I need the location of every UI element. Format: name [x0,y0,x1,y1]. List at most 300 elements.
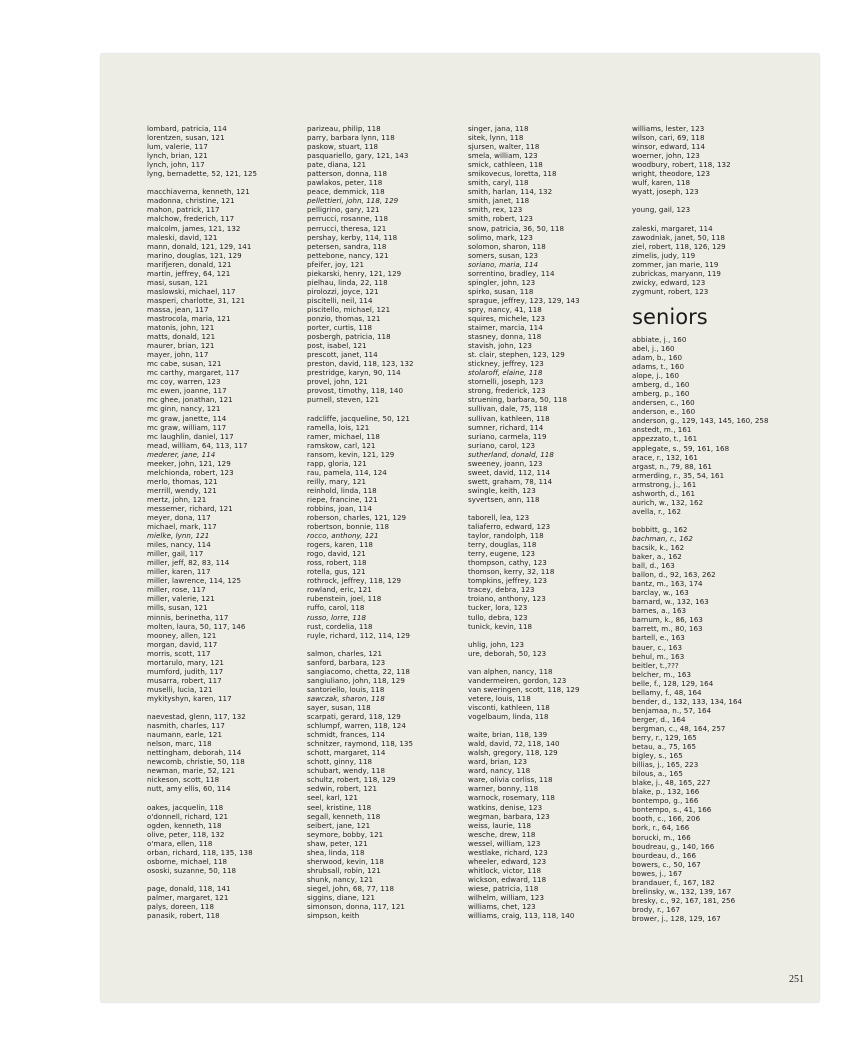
index-entry: marifjeren, donald, 121 [147,259,232,269]
page-number: 251 [789,974,804,985]
index-entry: matonis, john, 121 [147,323,215,333]
index-entry: terry, eugene, 123 [468,549,536,559]
index-entry: ruyle, richard, 112, 114, 129 [307,630,410,640]
index-entry: o'donnell, richard, 121 [147,811,229,821]
index-entry: abel, j., 160 [632,343,675,353]
index-entry: sullivan, dale, 75, 118 [468,404,548,414]
index-letter-group [468,667,580,721]
index-entry: wyatt, joseph, 123 [632,187,699,197]
index-entry: young, gail, 123 [632,205,691,215]
index-entry: bowers, c., 50, 167 [632,859,701,869]
index-entry: appezzato, t., 161 [632,434,698,444]
index-entry: salmon, charles, 121 [307,648,383,658]
index-entry: sayer, susan, 118 [307,703,371,712]
index-entry: preston, david, 118, 123, 132 [307,359,414,369]
index-entry: arace, r., 132, 161 [632,452,698,462]
index-entry: molten, laura, 50, 117, 146 [147,621,246,631]
index-entry: rocco, anthony, 121 [307,531,379,541]
index-entry: sherwood, kevin, 118 [307,856,384,866]
index-entry: rowland, eric, 121 [307,585,372,595]
index-entry: rubenstein, joel, 118 [307,594,382,604]
index-entry: lynch, john, 117 [147,160,205,170]
index-entry: ruffo, carol, 118 [307,603,365,613]
index-entry: borucki, m., 166 [632,832,691,842]
index-entry: nasmith, charles, 117 [147,721,225,731]
index-entry: rotella, gus, 121 [307,567,366,577]
index-entry: robbins, joan, 114 [307,503,372,513]
index-entry: perrucci, theresa, 121 [307,223,387,233]
index-entry: patterson, donna, 118 [307,169,388,179]
index-entry: bigley, s., 165 [632,751,683,761]
index-column-1 [147,124,257,920]
index-entry: miller, rose, 117 [147,585,206,595]
index-entry: pielhau, linda, 22, 118 [307,277,388,287]
index-entry: bresky, c., 92, 167, 181, 256 [632,895,736,905]
index-entry: bender, d., 132, 133, 134, 164 [632,696,743,706]
index-entry: staimer, marcia, 114 [468,323,543,333]
index-entry: williams, lester, 123 [632,124,705,133]
index-entry: pelligrino, gary, 121 [307,205,380,215]
index-entry: adams, t., 160 [632,362,685,372]
index-entry: armstrong, j., 161 [632,479,697,489]
index-entry: miller, lawrence, 114, 125 [147,576,242,586]
index-entry: bowes, j., 167 [632,868,683,878]
index-entry: maurer, brian, 121 [147,341,215,351]
index-entry: zygmunt, robert, 123 [632,286,709,296]
index-entry: beitler, t.,??? [632,660,679,670]
index-entry: nutt, amy ellis, 60, 114 [147,784,231,794]
index-entry: bourdeau, d., 166 [632,850,697,860]
index-entry: petersen, sandra, 118 [307,241,387,251]
index-entry: somers, susan, 123 [468,250,539,260]
index-entry: behul, m., 163 [632,651,685,661]
index-entry: ramskow, carl, 121 [307,440,376,450]
index-entry: ball, d., 163 [632,561,675,571]
index-entry: ziel, robert, 118, 126, 129 [632,241,726,251]
index-entry: mc ghee, jonathan, 121 [147,395,233,405]
index-entry: segall, kenneth, 118 [307,811,381,821]
index-entry: amberg, p., 160 [632,389,690,399]
index-entry: strong, frederick, 123 [468,386,546,396]
index-letter-group [468,513,580,631]
index-entry: tracey, debra, 123 [468,585,535,595]
index-entry: baker, a., 162 [632,552,682,562]
index-entry: taylor, randolph, 118 [468,531,544,541]
index-entry: troiano, anthony, 123 [468,594,546,604]
section-heading-seniors: seniors [632,304,708,329]
index-entry: shunk, nancy, 121 [307,874,374,884]
index-entry: sjursen, walter, 118 [468,142,540,152]
index-entry: schmidt, frances, 114 [307,730,386,740]
index-entry: mertz, john, 121 [147,494,207,504]
index-entry: piekarski, henry, 121, 129 [307,268,402,278]
index-entry: solomon, sharon, 118 [468,241,546,251]
index-entry: brelinsky, w., 132, 139, 167 [632,886,732,896]
index-entry: bork, r., 64, 166 [632,823,690,833]
index-entry: vetere, louis, 118 [468,693,531,703]
index-entry: warner, bonny, 118 [468,784,539,794]
index-entry: messemer, richard, 121 [147,503,233,513]
index-entry: booth, c., 166, 206 [632,814,701,824]
index-entry: shrubsall, robin, 121 [307,865,381,875]
index-entry: applegate, s., 59, 161, 168 [632,443,730,453]
index-entry: smith, janet, 118 [468,196,530,206]
index-entry: barnum, k., 86, 163 [632,615,703,625]
index-entry: shaw, peter, 121 [307,838,368,848]
index-entry: tunick, kevin, 118 [468,621,533,631]
index-entry: sprague, jeffrey, 123, 129, 143 [468,295,580,305]
index-entry: mykityshyn, karen, 117 [147,693,232,703]
index-entry: smela, william, 123 [468,151,538,161]
index-entry: ward, nancy, 118 [468,766,531,776]
index-entry: ballon, d., 92, 163, 262 [632,570,716,580]
index-entry: bontempo, s., 41, 166 [632,805,712,815]
index-entry: shea, linda, 118 [307,847,365,857]
index-entry: billias, j., 165, 223 [632,760,699,770]
index-entry: piscitelli, neil, 114 [307,295,373,305]
index-entry: prescott, janet, 114 [307,350,378,360]
index-entry: thomson, kerry, 32, 118 [468,567,555,577]
index-entry: swett, graham, 78, 114 [468,476,553,486]
index-entry: ponzio, thomas, 121 [307,313,381,323]
index-entry: mahon, patrick, 117 [147,205,220,215]
index-entry: meeker, john, 121, 129 [147,458,231,468]
index-entry: merlo, thomas, 121 [147,476,218,486]
index-entry: wessel, william, 123 [468,838,541,848]
index-letter-group [632,124,769,196]
index-entry: barnard, w., 132, 163 [632,597,709,607]
index-entry: martin, jeffrey, 64, 121 [147,268,231,278]
index-entry: anstedt, m., 161 [632,425,692,435]
index-entry: woerner, john, 123 [632,151,700,161]
index-entry: belcher, m., 163 [632,669,692,679]
index-entry: parizeau, philip, 118 [307,124,381,133]
index-entry: perrucci, rosanne, 118 [307,214,389,224]
index-letter-group [147,884,257,920]
index-entry: mead, william, 64, 113, 117 [147,440,248,450]
index-entry: seel, karl, 121 [307,793,358,803]
index-entry: van sweringen, scott, 118, 129 [468,684,580,694]
index-entry: rust, cordelia, 118 [307,621,373,631]
index-entry: tullo, debra, 123 [468,612,528,622]
index-entry: smick, cathleen, 118 [468,160,543,170]
index-entry: pawlakos, peter, 118 [307,178,383,188]
index-entry: miller, karen, 117 [147,567,211,577]
index-entry: newcomb, christie, 50, 118 [147,757,245,767]
index-entry: williams, chet, 123 [468,902,536,912]
index-entry: sedwin, robert, 121 [307,784,378,794]
index-entry: mc graw, william, 117 [147,422,227,432]
index-entry: reinhold, linda, 118 [307,485,377,495]
index-entry: mederer, jane, 114 [147,449,216,459]
index-entry: lorentzen, susan, 121 [147,133,225,143]
index-entry: ashworth, d., 161 [632,488,696,498]
index-entry: lum, valerie, 117 [147,142,208,152]
index-entry: orban, richard, 118, 135, 138 [147,847,253,857]
index-entry: pirolozzi, joyce, 121 [307,286,379,296]
index-entry: spingler, john, 123 [468,277,536,287]
index-entry: walsh, gregory, 118, 129 [468,748,558,758]
index-entry: mills, susan, 121 [147,603,208,613]
index-entry: westlake, richard, 123 [468,847,548,857]
index-entry: miller, valerie, 121 [147,594,215,604]
index-letter-group [147,803,257,875]
index-entry: santoriello, louis, 118 [307,684,385,694]
index-entry: betau, a., 75, 165 [632,742,697,752]
index-entry: sutherland, donald, 118 [468,449,554,459]
index-entry: smith, caryl, 118 [468,178,529,188]
index-entry: bachman, r., 162 [632,533,693,543]
index-entry: brower, j., 128, 129, 167 [632,913,721,923]
index-entry: sangiacomo, chetta, 22, 118 [307,666,410,676]
index-entry: rau, pamela, 114, 124 [307,467,387,477]
index-entry: berry, r., 129, 165 [632,733,697,742]
index-entry: massa, jean, 117 [147,304,209,314]
index-entry: madonna, christine, 121 [147,196,235,206]
index-entry: spry, nancy, 41, 118 [468,304,542,314]
index-entry: morgan, david, 117 [147,639,218,649]
index-entry: armerding, r., 35, 54, 161 [632,470,725,480]
index-letter-group [632,205,769,214]
index-entry: masperi, charlotte, 31, 121 [147,295,246,305]
index-letter-group [307,124,414,404]
index-entry: wright, theodore, 123 [632,169,711,179]
index-entry: ransom, kevin, 121, 129 [307,449,395,459]
index-entry: melchionda, robert, 123 [147,467,234,477]
index-entry: riepe, francine, 121 [307,494,378,504]
index-entry: meyer, dona, 117 [147,513,211,523]
index-letter-group [307,414,414,640]
index-entry: sumner, richard, 114 [468,422,544,432]
index-entry: naumann, earle, 121 [147,730,223,740]
index-entry: stasney, donna, 118 [468,332,542,342]
index-entry: simpson, keith [307,911,360,921]
index-column-2 [307,124,414,920]
index-entry: bauer, c., 163 [632,642,683,652]
index-entry: suriano, carol, 123 [468,440,536,450]
index-entry: blake, j., 48, 165, 227 [632,778,711,788]
index-entry: pfeifer, joy, 121 [307,259,365,269]
index-entry: ware, olivia corliss, 118 [468,775,553,785]
index-entry: mc carthy, margaret, 117 [147,368,240,378]
index-entry: seymore, bobby, 121 [307,829,384,839]
index-entry: siegel, john, 68, 77, 118 [307,883,395,893]
index-entry: mann, donald, 121, 129, 141 [147,241,252,251]
index-entry: miles, nancy, 114 [147,540,211,550]
index-entry: barclay, w., 163 [632,588,689,598]
index-entry: marino, douglas, 121, 129 [147,250,242,260]
index-entry: malchow, frederich, 117 [147,214,235,224]
index-entry: provel, john, 121 [307,377,368,387]
index-entry: mc cabe, susan, 121 [147,359,222,369]
index-entry: sitek, lynn, 118 [468,133,524,143]
index-letter-group [468,124,580,504]
index-entry: robertson, bonnie, 118 [307,522,390,532]
index-letter-group [147,712,257,793]
index-entry: belle, f., 128, 129, 164 [632,678,714,688]
index-entry: nettingham, deborah, 114 [147,748,242,758]
index-entry: swingle, keith, 123 [468,485,536,495]
index-entry: argast, n., 79, 88, 161 [632,461,712,471]
index-entry: vogelbaum, linda, 118 [468,712,549,722]
index-entry: pasquariello, gary, 121, 143 [307,151,409,161]
index-entry: mooney, allen, 121 [147,630,217,640]
index-entry: nickeson, scott, 118 [147,775,220,785]
index-entry: malcolm, james, 121, 132 [147,223,241,233]
index-entry: tompkins, jeffrey, 123 [468,576,548,586]
index-entry: smith, harlan, 114, 132 [468,187,553,197]
index-entry: snow, patricia, 36, 50, 118 [468,223,565,233]
index-entry: mc coy, warren, 123 [147,377,221,387]
index-entry: boudreau, g., 140, 166 [632,841,715,851]
index-entry: ross, robert, 118 [307,558,367,568]
index-entry: schlumpf, warren, 118, 124 [307,721,406,731]
index-entry: winsor, edward, 114 [632,142,706,152]
index-entry: blake, p., 132, 166 [632,787,700,797]
index-entry: ramer, michael, 118 [307,431,380,441]
index-entry: warnock, rosemary, 118 [468,793,555,803]
index-entry: wiese, patricia, 118 [468,883,539,893]
index-letter-group [468,640,580,658]
index-entry: taborell, lea, 123 [468,513,530,523]
index-entry: andersen, c., 160 [632,398,695,408]
index-entry: bergman, c., 48, 164, 257 [632,723,726,733]
index-entry: benjamaa, n., 57, 164 [632,705,712,715]
index-entry: zawodniak, janet, 50, 118 [632,232,725,242]
index-entry: wilhelm, william, 123 [468,892,545,902]
index-entry: schubart, wendy, 118 [307,766,386,776]
index-column-4 [632,124,769,923]
index-entry: zubrickas, maryann, 119 [632,268,721,278]
index-entry: waite, brian, 118, 139 [468,730,548,740]
index-entry: bontempo, g., 166 [632,796,699,806]
index-entry: maslowski, michael, 117 [147,286,236,296]
index-column-3 [468,124,580,920]
index-entry: brandauer, f., 167, 182 [632,877,715,887]
index-entry: stavish, john, 123 [468,341,532,351]
index-entry: page, donald, 118, 141 [147,883,231,893]
index-entry: uhlig, john, 123 [468,639,525,649]
index-entry: smith, rex, 123 [468,205,523,215]
index-entry: stolaroff, elaine, 118 [468,368,543,378]
index-entry: ure, deborah, 50, 123 [468,648,547,658]
index-entry: squires, michele, 123 [468,313,546,323]
index-entry: provost, timothy, 118, 140 [307,386,404,396]
index-entry: thompson, cathy, 123 [468,558,547,568]
index-entry: anderson, e., 160 [632,407,696,417]
index-entry: rothrock, jeffrey, 118, 129 [307,576,402,586]
index-entry: paskow, stuart, 118 [307,142,379,152]
index-entry: mielke, lynn, 121 [147,531,210,541]
index-entry: sweeney, joann, 123 [468,458,543,468]
index-entry: ward, brian, 123 [468,757,528,767]
index-entry: sorrentino, bradley, 114 [468,268,555,278]
index-entry: post, isabel, 121 [307,341,367,351]
index-entry: simonson, donna, 117, 121 [307,902,405,912]
index-entry: wickson, edward, 118 [468,874,547,884]
index-entry: visconti, kathleen, 118 [468,703,550,712]
index-entry: bobbitt, g., 162 [632,524,688,534]
index-entry: panasik, robert, 118 [147,911,220,921]
index-entry: whitlock, victor, 118 [468,865,542,875]
index-entry: stickney, jeffrey, 123 [468,359,544,369]
index-entry: wegman, barbara, 123 [468,811,550,821]
index-letter-group [632,224,769,296]
index-entry: schott, ginny, 118 [307,757,373,767]
index-entry: ogden, kenneth, 118 [147,820,222,830]
index-entry: macchiaverna, kenneth, 121 [147,187,250,197]
index-entry: russo, lorre, 118 [307,612,367,622]
index-entry: brody, r., 167 [632,904,681,914]
index-entry: woodbury, robert, 118, 132 [632,160,731,170]
index-entry: anderson, g., 129, 143, 145, 160, 258 [632,416,769,426]
index-entry: pate, diana, 121 [307,160,367,170]
index-entry: mc graw, janette, 114 [147,413,227,423]
index-entry: siggins, diane, 121 [307,892,376,902]
index-entry: suriano, carmela, 119 [468,431,547,441]
index-entry: palmer, margaret, 121 [147,892,229,902]
index-entry: rapp, gloria, 121 [307,458,367,468]
index-entry: osborne, michael, 118 [147,856,228,866]
index-letter-group [147,124,257,178]
index-entry: roberson, charles, 121, 129 [307,513,407,523]
index-entry: zwicky, edward, 123 [632,277,706,287]
index-entry: sweet, david, 112, 114 [468,467,551,477]
index-entry: tucker, lora, 123 [468,603,528,613]
index-entry: soriano, maria, 114 [468,259,539,269]
index-entry: schultz, robert, 118, 129 [307,775,396,785]
index-entry: seel, kristine, 118 [307,802,372,812]
index-entry: ososki, suzanne, 50, 118 [147,865,237,875]
index-entry: abbiate, j., 160 [632,334,687,344]
index-entry: adam, b., 160 [632,353,683,363]
index-entry: williams, craig, 113, 118, 140 [468,911,575,921]
index-entry: naevestad, glenn, 117, 132 [147,712,246,722]
index-entry: morris, scott, 117 [147,648,211,658]
index-entry: van alphen, nancy, 118 [468,666,553,676]
index-entry: zaleski, margaret, 114 [632,223,713,233]
index-entry: bellamy, f., 48, 164 [632,687,702,697]
index-entry: masi, susan, 121 [147,277,209,287]
index-entry: miller, jeff, 82, 83, 114 [147,558,230,568]
index-letter-group [307,649,414,920]
index-entry: miller, gail, 117 [147,549,204,559]
index-entry: wheeler, edward, 123 [468,856,547,866]
index-entry: mortarulo, mary, 121 [147,657,224,667]
index-entry: sanford, barbara, 123 [307,657,386,667]
index-entry: prestridge, karyn, 90, 114 [307,368,401,378]
index-entry: mc ewen, joanne, 117 [147,386,227,396]
index-entry: parry, barbara lynn, 118 [307,133,395,143]
index-entry: lombard, patricia, 114 [147,124,227,133]
index-entry: reilly, mary, 121 [307,476,367,486]
index-entry: radcliffe, jacqueline, 50, 121 [307,413,410,423]
index-entry: michael, mark, 117 [147,522,217,532]
index-entry: lyng, bernadette, 52, 121, 125 [147,169,258,179]
index-entry: lynch, brian, 121 [147,151,208,161]
index-entry: peace, demmick, 118 [307,187,385,197]
index-letter-group [468,730,580,920]
index-entry: wilson, cari, 69, 118 [632,133,705,143]
index-entry: rogers, karen, 118 [307,540,373,550]
index-entry: bartell, e., 163 [632,633,685,643]
index-entry: musarra, robert, 117 [147,675,222,685]
index-entry: pellettieri, john, 118, 129 [307,196,399,206]
index-entry: porter, curtis, 118 [307,323,373,333]
index-letter-group [632,305,769,516]
index-entry: mc ginn, nancy, 121 [147,404,221,414]
index-entry: schnitzer, raymond, 118, 135 [307,739,414,749]
